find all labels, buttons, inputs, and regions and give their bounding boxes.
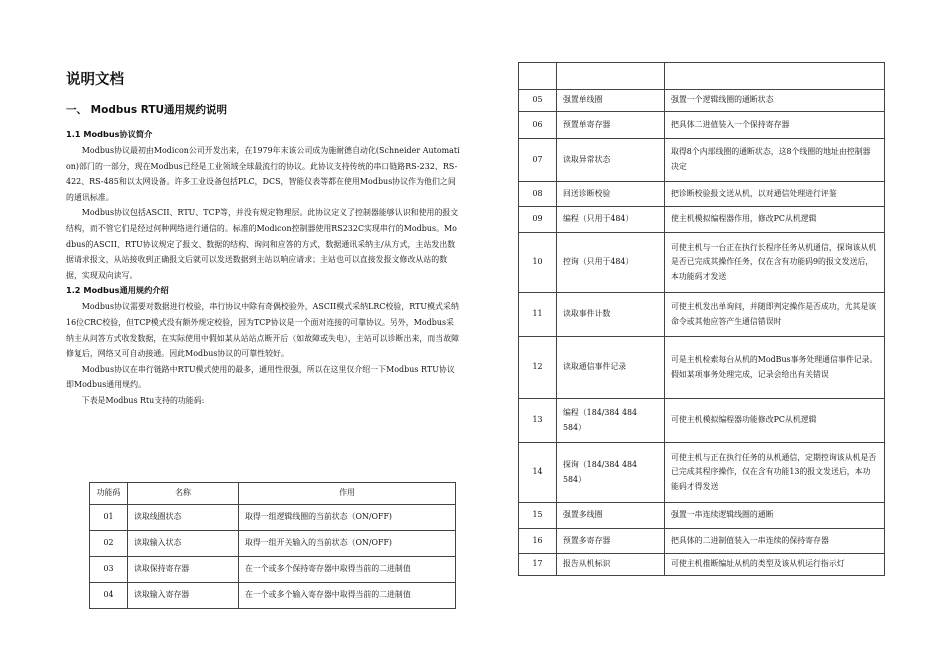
table-row — [519, 399, 885, 443]
subsection-heading-intro: 1.1 Modbus协议简介 — [66, 129, 153, 139]
cell-code — [519, 63, 557, 90]
cell-code: 01 — [90, 504, 128, 530]
table-header-row — [90, 483, 456, 505]
table-row — [519, 554, 885, 576]
cell-action: 使主机模拟编程器作用，修改PC从机逻辑 — [665, 207, 885, 233]
paragraph: Modbus协议包括ASCII、RTU、TCP等，并没有规定物理层。此协议定义了控制器能够认识和使用的报文结构，而不管它们是经过何种网络进行通信的。标准的Modicon控制器使用RS232C实现串行的Modbus。Modbus的ASCII、RTU协议规定了报文、数据的结构、询问和应答的方式，数据通讯采纳主/从方式，主站发出数据请求报文，从站接收到正确报文后就可以发送数据到主站以响应请求；主站也可以直接发报文修改从站的数据，实现双向读写。 — [66, 208, 459, 280]
cell-action: 可使主机发出单询问，并随即判定操作是否成功，尤其是该命令或其他应答产生通信错误时 — [665, 293, 885, 337]
table-row — [519, 337, 885, 399]
cell-action: 可使主机推断编址从机的类型及该从机运行指示灯 — [665, 554, 885, 576]
cell-name: 读取保持寄存器 — [128, 556, 239, 582]
cell-action: 把具体的二进制值装入一串连续的保持寄存器 — [665, 529, 885, 554]
cell-code: 10 — [519, 233, 557, 293]
cell-name: 读取输入状态 — [128, 530, 239, 556]
cell-code: 07 — [519, 139, 557, 182]
header-code: 功能码 — [90, 483, 128, 505]
cell-name: 编程（只用于484） — [557, 207, 665, 233]
cell-name: 探询（184/384 484 584） — [557, 443, 665, 503]
paragraph: Modbus协议在串行链路中RTU模式使用的最多，通用性很强，所以在这里仅介绍一下Modbus RTU协议即Modbus通用规约。 — [66, 364, 455, 390]
table-row — [519, 207, 885, 233]
cell-name: 读取事件计数 — [557, 293, 665, 337]
table-lead-text: 下表是Modbus Rtu支持的功能码: — [81, 395, 205, 405]
section-heading: 一、 Modbus RTU通用规约说明 — [66, 104, 228, 116]
table-row — [519, 293, 885, 337]
cell-code: 08 — [519, 182, 557, 207]
table-row — [519, 503, 885, 529]
cell-code: 04 — [90, 582, 128, 608]
document-title: 说明文档 — [66, 72, 124, 88]
cell-action: 强置一串连续逻辑线圈的通断 — [665, 503, 885, 529]
left-page-column — [66, 60, 460, 409]
cell-code: 05 — [519, 90, 557, 112]
cell-action: 在一个或多个保持寄存器中取得当前的二进制值 — [239, 556, 456, 582]
table-row — [519, 90, 885, 112]
cell-name: 读取通信事件记录 — [557, 337, 665, 399]
paragraph: Modbus协议需要对数据进行校验，串行协议中除有奇偶校验外，ASCII模式采纳LRC校验，RTU模式采纳16位CRC校验，但TCP模式没有额外规定校验，因为TCP协议是一个面对连接的可靠协议。另外，Modbus采纳主从问答方式收发数据，在实际使用中假如某从站站点断开后（如故障或失电），主站可以诊断出来，而当故障修复后，网络又可自动接通。因此Modbus协议的可靠性较好。 — [66, 302, 460, 359]
table-row — [519, 182, 885, 207]
cell-code: 15 — [519, 503, 557, 529]
cell-code: 11 — [519, 293, 557, 337]
cell-name: 强置多线圈 — [557, 503, 665, 529]
cell-code: 13 — [519, 399, 557, 443]
cell-name: 读取输入寄存器 — [128, 582, 239, 608]
cell-action: 强置一个逻辑线圈的通断状态 — [665, 90, 885, 112]
cell-name: 预置多寄存器 — [557, 529, 665, 554]
table-row-blank — [519, 63, 885, 90]
table-row — [519, 233, 885, 293]
cell-action: 把诊断校验报文送从机，以对通信处理进行评鉴 — [665, 182, 885, 207]
table-row — [90, 504, 456, 530]
table-row — [519, 529, 885, 554]
cell-code: 02 — [90, 530, 128, 556]
cell-action — [665, 63, 885, 90]
table-row — [90, 582, 456, 608]
cell-action: 可使主机与一台正在执行长程序任务从机通信，探询该从机是否已完成其操作任务，仅在含有功能码9的报文发送后，本功能码才发送 — [665, 233, 885, 293]
cell-name: 回送诊断校验 — [557, 182, 665, 207]
cell-action: 可使主机与正在执行任务的从机通信，定期控询该从机是否已完成其程序操作，仅在含有功能13的报文发送后，本功能码才得发送 — [665, 443, 885, 503]
cell-action: 取得一组逻辑线圈的当前状态（ON/OFF) — [239, 504, 456, 530]
cell-code: 12 — [519, 337, 557, 399]
header-name: 名称 — [128, 483, 239, 505]
cell-action: 可是主机检索每台从机的ModBus事务处理通信事件记录。假如某项事务处理完成，记录会给出有关错误 — [665, 337, 885, 399]
table-row — [519, 139, 885, 182]
cell-action: 取得8个内部线圈的通断状态，这8个线圈的地址由控制器决定 — [665, 139, 885, 182]
cell-name: 读取线圈状态 — [128, 504, 239, 530]
cell-name: 预置单寄存器 — [557, 112, 665, 139]
function-code-table-part-1 — [89, 482, 456, 609]
header-action: 作用 — [239, 483, 456, 505]
cell-code: 03 — [90, 556, 128, 582]
table-row — [519, 112, 885, 139]
cell-action: 在一个或多个输入寄存器中取得当前的二进制值 — [239, 582, 456, 608]
cell-name: 报告从机标识 — [557, 554, 665, 576]
cell-name: 读取异常状态 — [557, 139, 665, 182]
cell-action: 把具体二进值装入一个保持寄存器 — [665, 112, 885, 139]
cell-code: 17 — [519, 554, 557, 576]
cell-action: 取得一组开关输入的当前状态（ON/OFF) — [239, 530, 456, 556]
cell-name — [557, 63, 665, 90]
subsection-heading-rules: 1.2 Modbus通用规约介绍 — [66, 285, 169, 296]
table-row — [90, 556, 456, 582]
paragraph: Modbus协议最初由Modicon公司开发出来，在1979年末该公司成为施耐德自动化(Schneider Automation)部门的一部分，现在Modbus已经是工业领域全球最流行的协议。此协议支持传统的串口链路RS-232、RS-422、RS-485和以太网设备。许多工业设备包括PLC，DCS，智能仪表等都在使用Modbus协议作为他们之间的通讯标准。 — [66, 146, 460, 202]
table-row — [519, 443, 885, 503]
cell-name: 编程（184/384 484 584） — [557, 399, 665, 443]
cell-name: 控询（只用于484） — [557, 233, 665, 293]
cell-code: 09 — [519, 207, 557, 233]
cell-code: 06 — [519, 112, 557, 139]
function-code-table-part-2 — [518, 62, 885, 576]
cell-action: 可使主机模拟编程器功能修改PC从机逻辑 — [665, 399, 885, 443]
cell-code: 14 — [519, 443, 557, 503]
table-row — [90, 530, 456, 556]
cell-code: 16 — [519, 529, 557, 554]
cell-name: 强置单线圈 — [557, 90, 665, 112]
